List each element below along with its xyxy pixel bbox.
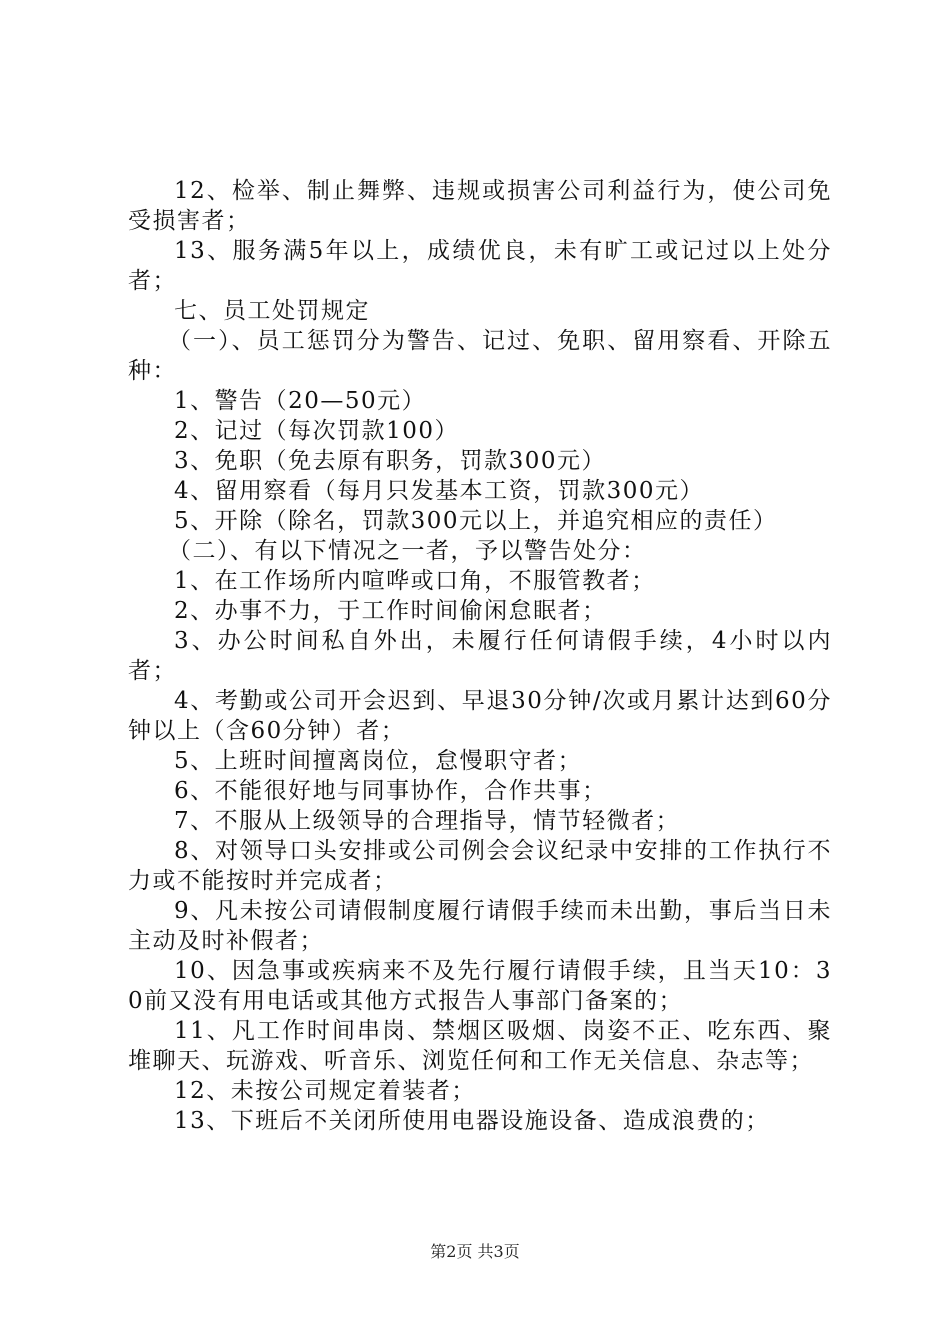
paragraph-reward-12: 12、检举、制止舞弊、违规或损害公司利益行为，使公司免受损害者； — [128, 178, 832, 234]
paragraph-penalty-1: 1、警告（20—50元） — [174, 388, 427, 414]
paragraph-warning-1: 1、在工作场所内喧哗或口角，不服管教者； — [174, 568, 656, 594]
paragraph-penalty-2: 2、记过（每次罚款100） — [174, 418, 460, 444]
paragraph-penalty-4: 4、留用察看（每月只发基本工资，罚款300元） — [174, 478, 705, 504]
subsection-heading-1: （一）、员工惩罚分为警告、记过、免职、留用察看、开除五种： — [128, 328, 832, 384]
paragraph-warning-7: 7、不服从上级领导的合理指导，情节轻微者； — [174, 808, 681, 834]
paragraph-warning-11: 11、凡工作时间串岗、禁烟区吸烟、岗姿不正、吃东西、聚堆聊天、玩游戏、听音乐、浏览任何和工作无关信息、杂志等； — [128, 1018, 832, 1074]
paragraph-penalty-3: 3、免职（免去原有职务，罚款300元） — [174, 448, 607, 474]
paragraph-warning-13: 13、下班后不关闭所使用电器设施设备、造成浪费的； — [174, 1108, 770, 1134]
paragraph-warning-5: 5、上班时间擅离岗位，怠慢职守者； — [174, 748, 583, 774]
paragraph-warning-9: 9、凡未按公司请假制度履行请假手续而未出勤，事后当日未主动及时补假者； — [128, 898, 832, 954]
document-body — [128, 176, 832, 1136]
paragraph-warning-6: 6、不能很好地与同事协作，合作共事； — [174, 778, 607, 804]
section-heading-penalty: 七、员工处罚规定 — [174, 298, 370, 324]
paragraph-warning-4: 4、考勤或公司开会迟到、早退30分钟/次或月累计达到60分钟以上（含60分钟）者； — [128, 688, 832, 744]
paragraph-warning-2: 2、办事不力，于工作时间偷闲怠眠者； — [174, 598, 607, 624]
paragraph-warning-3: 3、办公时间私自外出，未履行任何请假手续，4小时以内者； — [128, 628, 832, 684]
paragraph-warning-10: 10、因急事或疾病来不及先行履行请假手续，且当天10：30前又没有用电话或其他方式报告人事部门备案的； — [128, 958, 832, 1014]
subsection-heading-2: （二）、有以下情况之一者，予以警告处分： — [168, 538, 647, 564]
page-number-footer: 第2页 共3页 — [430, 1242, 520, 1261]
paragraph-penalty-5: 5、开除（除名，罚款300元以上，并追究相应的责任） — [174, 508, 778, 534]
paragraph-warning-12: 12、未按公司规定着装者； — [174, 1078, 476, 1104]
paragraph-reward-13: 13、服务满5年以上，成绩优良，未有旷工或记过以上处分者； — [128, 238, 832, 294]
paragraph-warning-8: 8、对领导口头安排或公司例会会议纪录中安排的工作执行不力或不能按时并完成者； — [128, 838, 832, 894]
